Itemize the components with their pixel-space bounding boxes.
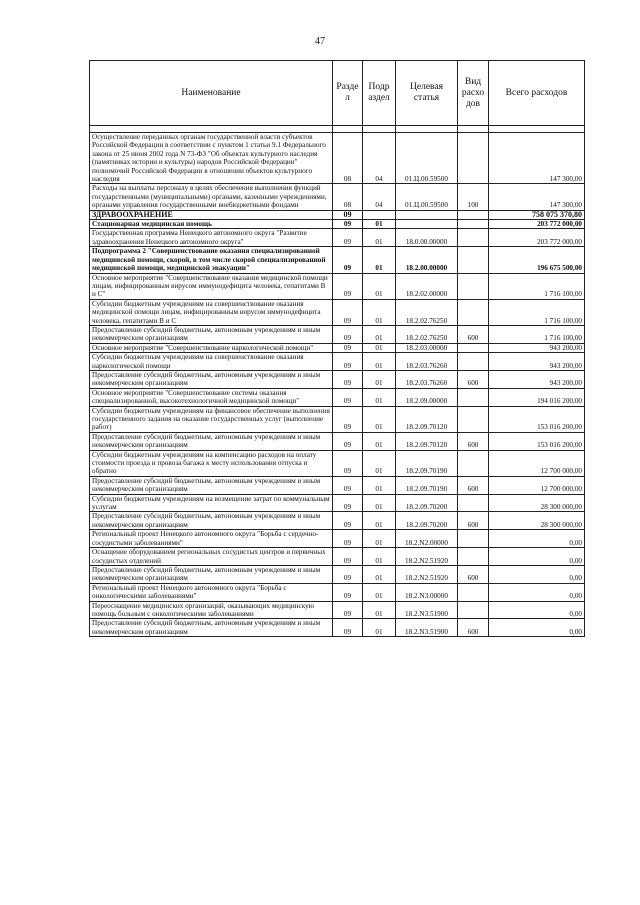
cell-target: 18.2.09.70190	[396, 476, 458, 494]
cell-name: Предоставление субсидий бюджетным, автономным учреждениям и иным некоммерческим организациям	[90, 476, 333, 494]
cell-type	[458, 494, 489, 512]
cell-subsection: 01	[363, 512, 396, 530]
cell-section: 09	[333, 247, 363, 273]
cell-subsection: 01	[363, 432, 396, 450]
cell-name: Субсидии бюджетным учреждениям на совершенствование оказания медицинской помощи лицам, инфицированным вирусом иммунодефицита человека, гепатитами В и С	[90, 299, 333, 325]
cell-name: Государственная программа Ненецкого автономного округа "Развитие здравоохранения Ненецкого автономного округа"	[90, 229, 333, 247]
header-type: Вид расхо дов	[458, 61, 489, 126]
cell-subsection: 01	[363, 494, 396, 512]
cell-target: 18.2.09.70200	[396, 512, 458, 530]
cell-section: 08	[333, 133, 363, 184]
cell-type	[458, 450, 489, 476]
cell-target: 18.2.N3.00000	[396, 583, 458, 601]
cell-section: 09	[333, 299, 363, 325]
cell-target: 18.2.02.76250	[396, 299, 458, 325]
cell-subsection: 01	[363, 273, 396, 299]
cell-total: 0,00	[489, 565, 585, 583]
cell-section: 09	[333, 450, 363, 476]
header-name: Наименование	[90, 61, 333, 126]
cell-type	[458, 388, 489, 406]
cell-subsection: 01	[363, 388, 396, 406]
cell-target: 18.2.00.00000	[396, 247, 458, 273]
cell-target: 18.2.09.00000	[396, 388, 458, 406]
cell-total: 758 075 370,80	[489, 210, 585, 219]
cell-section: 08	[333, 184, 363, 210]
cell-section: 09	[333, 370, 363, 388]
header-section: Разде л	[333, 61, 363, 126]
cell-name: Подпрограмма 2 "Совершенствование оказания специализированной медицинской помощи, скорой, в том числе скорой специализированной медицинской помощи, медицинской эвакуации"	[90, 247, 333, 273]
cell-name: Субсидии бюджетным учреждениям на возмещение затрат по коммунальным услугам	[90, 494, 333, 512]
page-number: 47	[315, 36, 325, 47]
cell-total: 1 716 100,00	[489, 273, 585, 299]
cell-target: 18.2.N3.51900	[396, 601, 458, 619]
cell-name: Субсидии бюджетным учреждениям на финансовое обеспечение выполнения государственного задания на оказание государственных услуг (выполнение работ)	[90, 406, 333, 432]
cell-type: 600	[458, 512, 489, 530]
cell-type	[458, 229, 489, 247]
cell-total: 0,00	[489, 583, 585, 601]
cell-total: 12 700 000,00	[489, 450, 585, 476]
cell-total: 943 200,00	[489, 353, 585, 371]
table-row	[90, 619, 585, 637]
table-row	[90, 406, 585, 432]
cell-type	[458, 601, 489, 619]
cell-type: 600	[458, 619, 489, 637]
cell-total: 28 300 000,00	[489, 512, 585, 530]
table-row	[90, 494, 585, 512]
cell-section: 09	[333, 325, 363, 343]
header-subsection: Подр аздел	[363, 61, 396, 126]
cell-section: 09	[333, 619, 363, 637]
cell-section: 09	[333, 565, 363, 583]
cell-target: 18.2.N3.51900	[396, 619, 458, 637]
cell-subsection: 01	[363, 220, 396, 229]
cell-total: 0,00	[489, 548, 585, 566]
cell-target: 18.2.09.70120	[396, 406, 458, 432]
cell-type: 600	[458, 432, 489, 450]
cell-target: 18.2.03.76260	[396, 370, 458, 388]
cell-total: 153 016 200,00	[489, 406, 585, 432]
cell-subsection: 01	[363, 619, 396, 637]
table-row	[90, 432, 585, 450]
cell-section: 09	[333, 583, 363, 601]
cell-subsection: 04	[363, 133, 396, 184]
cell-target: 18.2.N2.51920	[396, 548, 458, 566]
cell-total: 203 772 000,00	[489, 229, 585, 247]
cell-type: 600	[458, 325, 489, 343]
table-row	[90, 247, 585, 273]
table-row	[90, 353, 585, 371]
cell-name: Основное мероприятие "Совершенствование системы оказания специализированной, высокотехнологичной медицинской помощи"	[90, 388, 333, 406]
cell-subsection: 01	[363, 406, 396, 432]
cell-subsection: 01	[363, 548, 396, 566]
header-spacer-row	[90, 126, 585, 133]
cell-name: Предоставление субсидий бюджетным, автономным учреждениям и иным некоммерческим организациям	[90, 370, 333, 388]
cell-target: 18.2.09.70190	[396, 450, 458, 476]
cell-name: Стационарная медицинская помощь	[90, 220, 333, 229]
cell-subsection: 01	[363, 450, 396, 476]
cell-section: 09	[333, 406, 363, 432]
table-row	[90, 220, 585, 229]
cell-type	[458, 220, 489, 229]
cell-total: 147 300,00	[489, 184, 585, 210]
table-row	[90, 184, 585, 210]
table-row	[90, 512, 585, 530]
cell-subsection	[363, 210, 396, 219]
cell-type	[458, 343, 489, 352]
table-row	[90, 530, 585, 548]
cell-target	[396, 220, 458, 229]
table-header-row	[90, 61, 585, 126]
cell-type	[458, 583, 489, 601]
budget-table	[89, 60, 585, 637]
cell-target: 18.2.03.76260	[396, 353, 458, 371]
table-row	[90, 370, 585, 388]
cell-section: 09	[333, 548, 363, 566]
cell-name: Основное мероприятие "Совершенствование наркологической помощи"	[90, 343, 333, 352]
table-row	[90, 565, 585, 583]
table-row	[90, 273, 585, 299]
cell-target	[396, 210, 458, 219]
cell-total: 0,00	[489, 619, 585, 637]
table-row	[90, 548, 585, 566]
cell-total: 0,00	[489, 530, 585, 548]
cell-section: 09	[333, 494, 363, 512]
cell-subsection: 01	[363, 229, 396, 247]
cell-name: Предоставление субсидий бюджетным, автономным учреждениям и иным некоммерческим организациям	[90, 565, 333, 583]
cell-subsection: 01	[363, 476, 396, 494]
table-row	[90, 601, 585, 619]
cell-type	[458, 353, 489, 371]
cell-name: Осуществление переданных органам государственной власти субъектов Российской Федерации в соответствии с пунктом 1 статьи 9.1 Федерального закона от 25 июня 2002 года N 73-ФЗ "Об объектах культурного наследия (памятниках истории и культуры) народов Российской Федерации" полномочий Российской Федерации в отношении объектов культурного наследия	[90, 133, 333, 184]
table-row	[90, 388, 585, 406]
cell-subsection: 01	[363, 565, 396, 583]
cell-section: 09	[333, 343, 363, 352]
cell-target: 01.Ц.00.59500	[396, 184, 458, 210]
cell-total: 28 300 000,00	[489, 494, 585, 512]
cell-name: Предоставление субсидий бюджетным, автономным учреждениям и иным некоммерческим организациям	[90, 512, 333, 530]
cell-name: ЗДРАВООХРАНЕНИЕ	[90, 210, 333, 219]
cell-total: 1 716 100,00	[489, 299, 585, 325]
cell-subsection: 01	[363, 601, 396, 619]
table-row	[90, 325, 585, 343]
table-row	[90, 133, 585, 184]
cell-subsection: 01	[363, 353, 396, 371]
table-row	[90, 343, 585, 352]
cell-total: 153 016 200,00	[489, 432, 585, 450]
cell-target: 18.2.09.70200	[396, 494, 458, 512]
cell-target: 18.0.00.00000	[396, 229, 458, 247]
cell-total: 12 700 000,00	[489, 476, 585, 494]
cell-type	[458, 133, 489, 184]
cell-type	[458, 299, 489, 325]
table-row	[90, 450, 585, 476]
cell-type	[458, 247, 489, 273]
cell-type: 600	[458, 565, 489, 583]
cell-target: 18.2.N2.51920	[396, 565, 458, 583]
cell-total: 943 200,00	[489, 370, 585, 388]
table-row	[90, 476, 585, 494]
cell-section: 09	[333, 432, 363, 450]
table-row	[90, 299, 585, 325]
cell-type	[458, 548, 489, 566]
cell-name: Оснащение оборудованием региональных сосудистых центров и первичных сосудистых отделений	[90, 548, 333, 566]
cell-section: 09	[333, 388, 363, 406]
cell-target: 18.2.09.70120	[396, 432, 458, 450]
cell-type	[458, 530, 489, 548]
cell-name: Предоставление субсидий бюджетным, автономным учреждениям и иным некоммерческим организациям	[90, 325, 333, 343]
cell-name: Субсидии бюджетным учреждениям на компенсацию расходов на оплату стоимости проезда и провоза багажа к месту использования отпуска и обратно	[90, 450, 333, 476]
table-row	[90, 210, 585, 219]
cell-section: 09	[333, 273, 363, 299]
cell-section: 09	[333, 476, 363, 494]
cell-target: 01.Ц.00.59500	[396, 133, 458, 184]
cell-section: 09	[333, 220, 363, 229]
cell-section: 09	[333, 601, 363, 619]
cell-type	[458, 273, 489, 299]
table-row	[90, 229, 585, 247]
cell-name: Расходы на выплаты персоналу в целях обеспечения выполнения функций государственными (муниципальными) органами, казенными учреждениями, органами управления государственными внебюджетными фондами	[90, 184, 333, 210]
cell-section: 09	[333, 210, 363, 219]
cell-total: 943 200,00	[489, 343, 585, 352]
cell-section: 09	[333, 229, 363, 247]
cell-type: 600	[458, 370, 489, 388]
cell-subsection: 01	[363, 370, 396, 388]
cell-name: Региональный проект Ненецкого автономного округа "Борьба с сердечно-сосудистыми заболеваниями"	[90, 530, 333, 548]
cell-total: 194 016 200,00	[489, 388, 585, 406]
cell-type	[458, 406, 489, 432]
cell-section: 09	[333, 512, 363, 530]
cell-target: 18.2.N2.00000	[396, 530, 458, 548]
cell-type	[458, 210, 489, 219]
cell-section: 09	[333, 530, 363, 548]
cell-name: Предоставление субсидий бюджетным, автономным учреждениям и иным некоммерческим организациям	[90, 619, 333, 637]
cell-total: 203 772 000,00	[489, 220, 585, 229]
cell-subsection: 01	[363, 530, 396, 548]
cell-type: 600	[458, 476, 489, 494]
cell-total: 196 675 500,00	[489, 247, 585, 273]
header-target: Целевая статья	[396, 61, 458, 126]
cell-target: 18.2.02.76250	[396, 325, 458, 343]
cell-subsection: 01	[363, 299, 396, 325]
cell-subsection: 04	[363, 184, 396, 210]
cell-name: Предоставление субсидий бюджетным, автономным учреждениям и иным некоммерческим организациям	[90, 432, 333, 450]
cell-target: 18.2.02.00000	[396, 273, 458, 299]
header-total: Всего расходов	[489, 61, 585, 126]
cell-subsection: 01	[363, 343, 396, 352]
cell-total: 0,00	[489, 601, 585, 619]
cell-name: Переоснащение медицинских организаций, оказывающих медицинскую помощь больным с онкологическими заболеваниями	[90, 601, 333, 619]
cell-name: Основное мероприятие "Совершенствование оказания медицинской помощи лицам, инфицированным вирусом иммунодефицита человека, гепатитами В и С"	[90, 273, 333, 299]
cell-name: Региональный проект Ненецкого автономного округа "Борьба с онкологическими заболеваниями"	[90, 583, 333, 601]
cell-subsection: 01	[363, 325, 396, 343]
cell-section: 09	[333, 353, 363, 371]
table-row	[90, 583, 585, 601]
cell-subsection: 01	[363, 247, 396, 273]
cell-subsection: 01	[363, 583, 396, 601]
cell-name: Субсидии бюджетным учреждениям на совершенствование оказания наркологической помощи	[90, 353, 333, 371]
cell-type: 100	[458, 184, 489, 210]
cell-total: 1 716 100,00	[489, 325, 585, 343]
cell-total: 147 300,00	[489, 133, 585, 184]
cell-target: 18.2.03.00000	[396, 343, 458, 352]
